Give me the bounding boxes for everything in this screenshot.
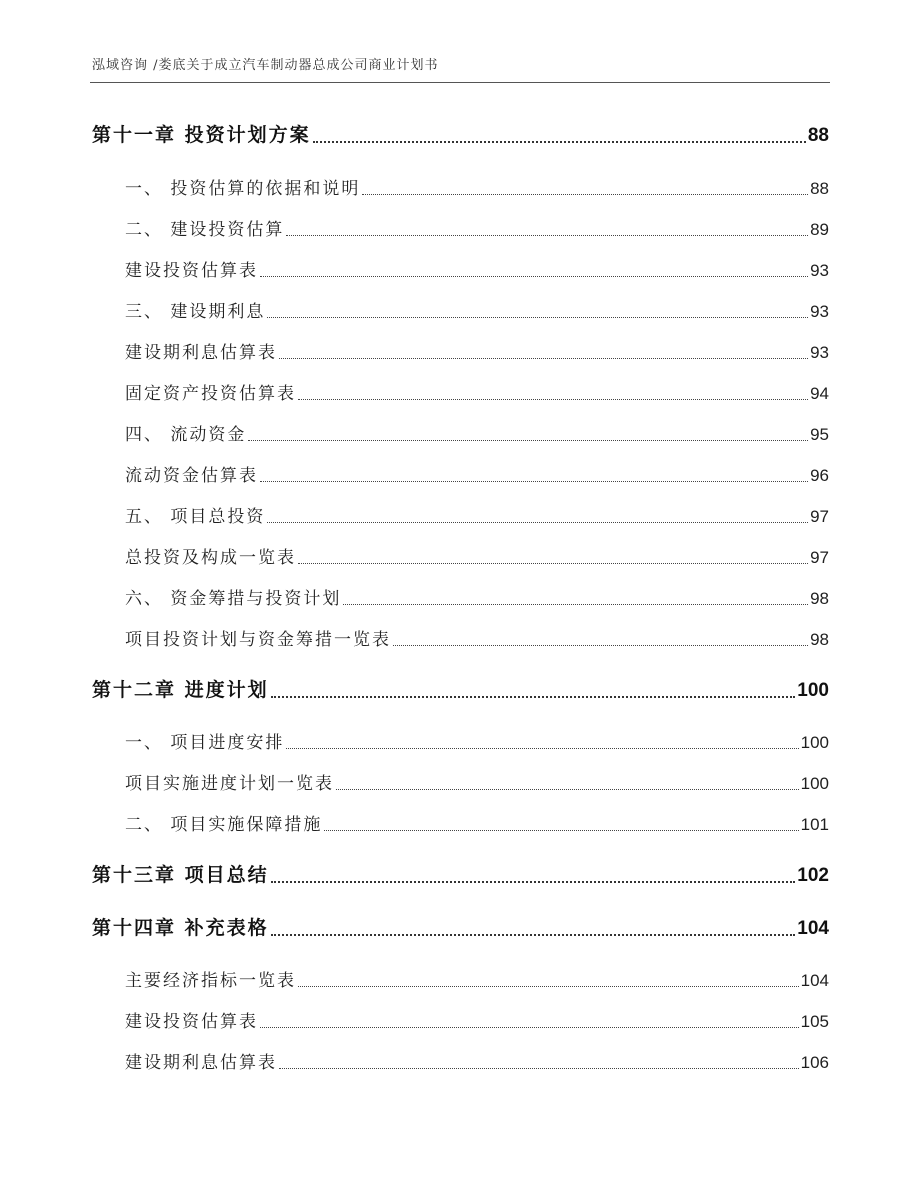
toc-entry-title: 建设投资估算表 (125, 1012, 258, 1032)
toc-entry-page: 100 (800, 733, 829, 752)
toc-entry-title: 一、 项目进度安排 (125, 733, 285, 753)
toc-entry-page: 88 (810, 179, 829, 198)
toc-entry-page: 97 (810, 548, 829, 567)
toc-entry[interactable] (125, 543, 829, 568)
toc-entry-title: 固定资产投资估算表 (125, 384, 296, 404)
header-divider (90, 82, 830, 83)
toc-entry-page: 100 (800, 774, 829, 793)
toc-leader-dots (336, 785, 799, 790)
toc-leader-dots (271, 692, 796, 698)
toc-entry[interactable] (125, 1007, 829, 1032)
toc-entry-page: 98 (810, 589, 829, 608)
toc-entry[interactable] (125, 461, 829, 486)
toc-leader-dots (298, 559, 808, 564)
toc-entry-page: 105 (800, 1012, 829, 1031)
toc-entry-title: 建设期利息估算表 (125, 1053, 277, 1073)
toc-entry-title: 建设期利息估算表 (125, 343, 277, 363)
toc-entry-page: 102 (797, 865, 829, 886)
toc-entry[interactable] (125, 338, 829, 363)
toc-entry-page: 96 (810, 466, 829, 485)
toc-entry[interactable] (125, 966, 829, 991)
toc-entry[interactable] (125, 728, 829, 753)
toc-entry-page: 104 (797, 918, 829, 939)
toc-entry-title: 第十一章 投资计划方案 (92, 124, 311, 146)
toc-leader-dots (279, 354, 808, 359)
toc-entry-title: 六、 资金筹措与投资计划 (125, 589, 342, 609)
toc-entry-title: 第十三章 项目总结 (92, 864, 269, 886)
toc-entry-title: 四、 流动资金 (125, 425, 247, 445)
toc-entry-page: 98 (810, 630, 829, 649)
toc-entry-page: 89 (810, 220, 829, 239)
toc-leader-dots (260, 477, 808, 482)
toc-entry-title: 第十四章 补充表格 (92, 917, 269, 939)
toc-leader-dots (286, 231, 808, 236)
toc-entry-page: 97 (810, 507, 829, 526)
toc-entry-title: 五、 项目总投资 (125, 507, 266, 527)
toc-entry-page: 93 (810, 302, 829, 321)
toc-leader-dots (362, 190, 808, 195)
toc-entry-page: 101 (800, 815, 829, 834)
toc-leader-dots (267, 518, 808, 523)
toc-leader-dots (248, 436, 808, 441)
toc-entry-page: 94 (810, 384, 829, 403)
toc-leader-dots (343, 600, 808, 605)
toc-entry-title: 主要经济指标一览表 (125, 971, 296, 991)
toc-entry[interactable] (125, 625, 829, 650)
toc-leader-dots (279, 1064, 799, 1069)
toc-leader-dots (298, 395, 808, 400)
toc-entry-title: 流动资金估算表 (125, 466, 258, 486)
toc-leader-dots (271, 930, 796, 936)
toc-entry-page: 95 (810, 425, 829, 444)
toc-entry-title: 二、 建设投资估算 (125, 220, 285, 240)
toc-entry[interactable] (125, 174, 829, 199)
toc-entry-page: 100 (797, 680, 829, 701)
toc-chapter-13[interactable] (92, 860, 829, 887)
toc-leader-dots (271, 877, 796, 883)
toc-leader-dots (260, 1023, 799, 1028)
toc-entry[interactable] (125, 810, 829, 835)
toc-entry[interactable] (125, 502, 829, 527)
toc-entry[interactable] (125, 297, 829, 322)
toc-chapter-11[interactable] (92, 120, 829, 147)
toc-leader-dots (313, 137, 806, 143)
toc-entry-page: 88 (807, 125, 829, 146)
toc-entry-title: 第十二章 进度计划 (92, 679, 269, 701)
toc-entry-title: 项目投资计划与资金筹措一览表 (125, 630, 391, 650)
toc-leader-dots (393, 641, 808, 646)
toc-entry-title: 建设投资估算表 (125, 261, 258, 281)
toc-entry-page: 93 (810, 261, 829, 280)
toc-entry-page: 104 (800, 971, 829, 990)
toc-entry[interactable] (125, 420, 829, 445)
toc-entry[interactable] (125, 256, 829, 281)
toc-entry-page: 93 (810, 343, 829, 362)
toc-entry[interactable] (125, 584, 829, 609)
toc-entry-title: 总投资及构成一览表 (125, 548, 296, 568)
toc-entry[interactable] (125, 1048, 829, 1073)
page-header: 泓域咨询 /娄底关于成立汽车制动器总成公司商业计划书 (92, 58, 439, 73)
toc-chapter-12[interactable] (92, 675, 829, 702)
toc-chapter-14[interactable] (92, 913, 829, 940)
toc-entry-title: 二、 项目实施保障措施 (125, 815, 323, 835)
toc-leader-dots (298, 982, 799, 987)
toc-entry[interactable] (125, 379, 829, 404)
toc-entry-title: 一、 投资估算的依据和说明 (125, 179, 361, 199)
toc-entry-title: 项目实施进度计划一览表 (125, 774, 334, 794)
toc-entry[interactable] (125, 769, 829, 794)
toc-entry-page: 106 (800, 1053, 829, 1072)
toc-entry-title: 三、 建设期利息 (125, 302, 266, 322)
toc-leader-dots (286, 744, 798, 749)
toc-leader-dots (267, 313, 808, 318)
toc-entry[interactable] (125, 215, 829, 240)
toc-leader-dots (324, 826, 798, 831)
toc-leader-dots (260, 272, 808, 277)
